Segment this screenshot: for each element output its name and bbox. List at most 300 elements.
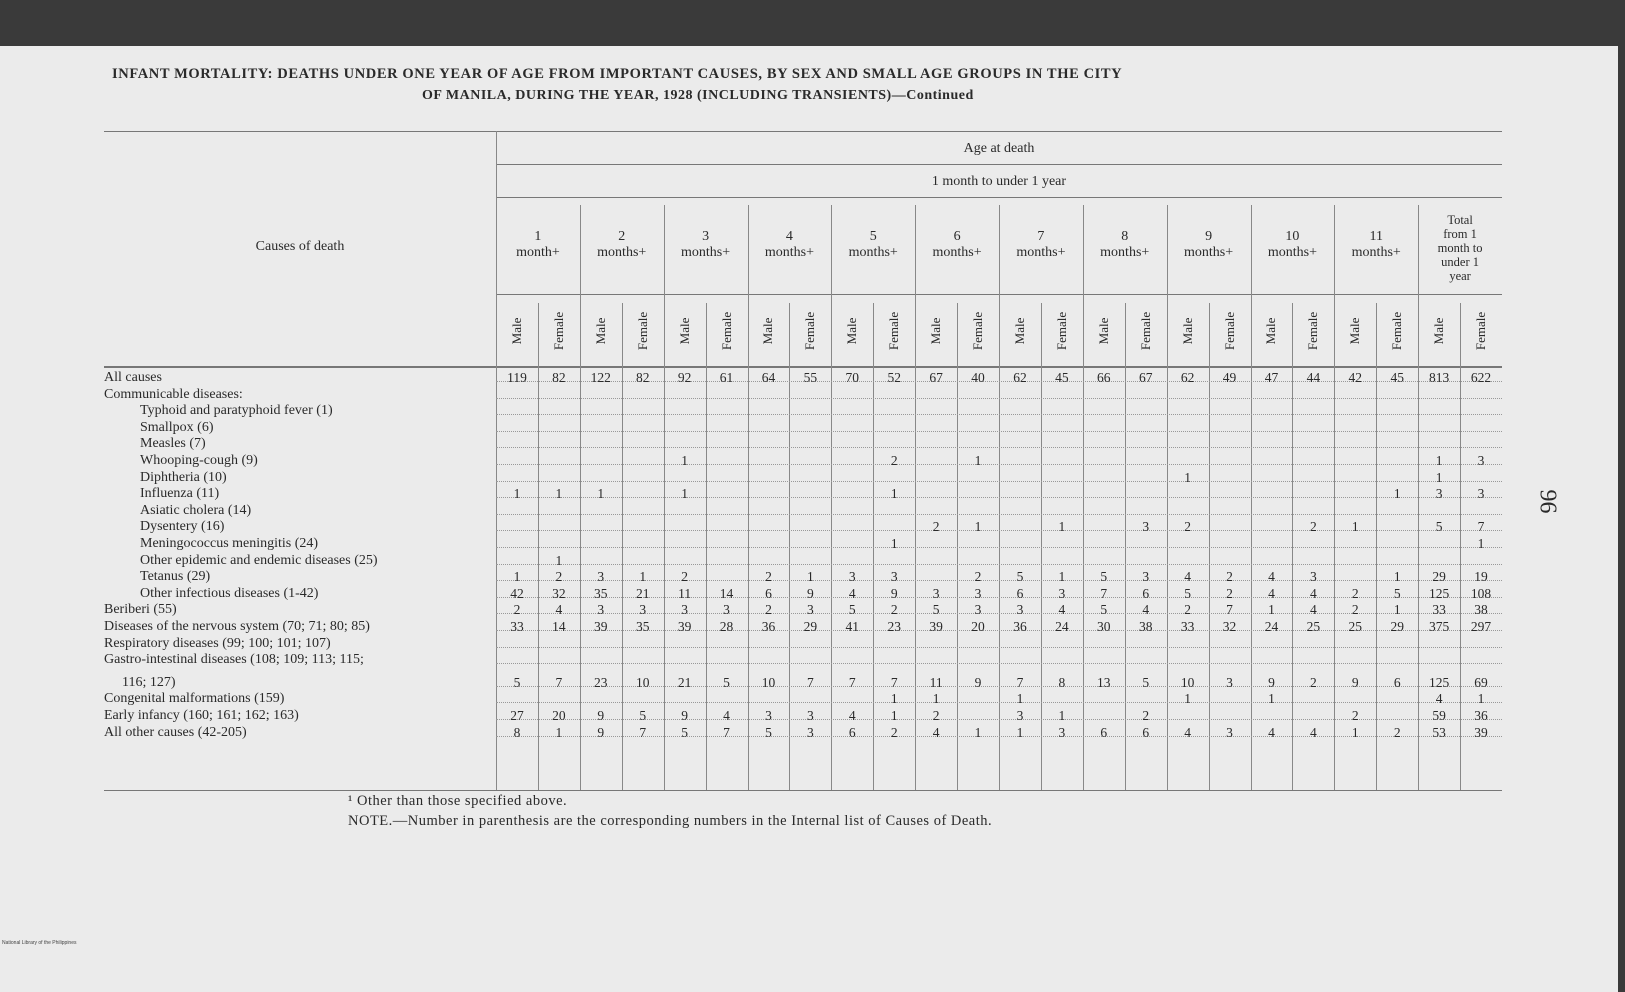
table-cell: 5 <box>1016 569 1024 585</box>
table-cell: 45 <box>1390 370 1404 385</box>
age-group-header <box>1167 229 1251 263</box>
row-label: Meningococcus meningitis (24) <box>140 536 319 551</box>
table-cell: 35 <box>594 585 608 601</box>
table-cell: 45 <box>1055 370 1069 385</box>
table-cell: 3 <box>974 602 982 618</box>
table-cell: 2 <box>765 602 772 618</box>
table-cell: 33 <box>510 619 524 634</box>
table-cell: 1 <box>1477 536 1485 551</box>
table-cell: 11 <box>678 585 692 601</box>
table-cell: 2 <box>1226 569 1233 585</box>
table-cell: 21 <box>635 585 650 601</box>
table-cell: 4 <box>848 708 856 723</box>
male-header: Male <box>1431 317 1447 345</box>
female-header: Female <box>886 311 902 351</box>
female-header: Female <box>718 311 734 351</box>
row-label: Whooping-cough (9) <box>140 453 258 468</box>
table-cell: 36 <box>1474 708 1488 723</box>
table-cell: 2 <box>974 569 982 585</box>
table-cell: 1 <box>890 536 898 551</box>
table-cell: 59 <box>1432 708 1446 723</box>
row-label: Other epidemic and endemic diseases (25) <box>140 552 378 568</box>
table-cell: 4 <box>1310 724 1317 740</box>
female-header: Female <box>634 311 650 351</box>
table-cell: 1 <box>974 453 982 468</box>
age-group-header <box>664 229 748 263</box>
table-cell: 6 <box>1142 724 1150 740</box>
row-label: Diphtheria (10) <box>140 469 227 485</box>
table-cell: 4 <box>1184 724 1191 740</box>
row-leader <box>496 447 1502 448</box>
table-cell: 5 <box>513 674 521 690</box>
table-cell: 1 <box>974 519 982 535</box>
male-header: Male <box>1347 317 1363 345</box>
age-group-number: 10 <box>1285 229 1300 244</box>
table-cell: 2 <box>890 724 898 740</box>
row-leader <box>496 564 1502 565</box>
female-header: Female <box>550 311 566 351</box>
table-cell: 47 <box>1264 370 1279 385</box>
table-cell: 36 <box>761 619 776 634</box>
age-group-unit: months+ <box>1267 245 1317 260</box>
age-group-header <box>1251 229 1335 263</box>
table-cell: 1 <box>1058 569 1066 585</box>
table-cell: 3 <box>807 724 814 740</box>
age-at-death-rule <box>496 164 1502 165</box>
causes-header: Causes of death <box>255 239 345 254</box>
table-cell: 39 <box>929 619 943 634</box>
age-group-number: 1 <box>534 229 542 244</box>
row-leader <box>496 464 1502 465</box>
table-cell: 5 <box>639 708 647 723</box>
table-cell: 25 <box>1348 619 1363 634</box>
table-cell: 2 <box>1184 519 1191 535</box>
table-cell: 67 <box>929 370 943 385</box>
table-cell: 2 <box>1184 602 1191 618</box>
table-cell: 6 <box>848 724 856 740</box>
table-cell: 1 <box>932 691 940 707</box>
table-cell: 1 <box>1351 724 1359 740</box>
table-cell: 3 <box>807 602 814 618</box>
table-cell: 2 <box>1393 724 1401 740</box>
table-cell: 7 <box>555 674 563 690</box>
table-cell: 7 <box>723 724 730 740</box>
table-cell: 125 <box>1429 674 1450 690</box>
age-range-header: 1 month to under 1 year <box>931 174 1067 189</box>
table-cell: 1 <box>1184 469 1191 485</box>
table-cell: 33 <box>1180 619 1195 634</box>
table-cell: 53 <box>1432 724 1446 740</box>
table-cell: 119 <box>507 370 527 385</box>
table-cell: 125 <box>1429 585 1450 601</box>
table-cell: 3 <box>597 602 605 618</box>
table-cell: 10 <box>635 674 650 690</box>
age-group-header <box>1334 229 1418 263</box>
table-cell: 7 <box>1016 674 1024 690</box>
table-cell: 42 <box>1348 370 1363 385</box>
table-cell: 7 <box>1477 519 1485 535</box>
table-cell: 122 <box>590 370 611 385</box>
table-cell: 9 <box>890 585 898 601</box>
table-cell: 23 <box>887 619 901 634</box>
footnote: ¹ Other than those specified above. <box>348 793 568 809</box>
row-label: Measles (7) <box>140 436 206 452</box>
row-leader <box>496 481 1502 482</box>
table-cell: 2 <box>555 569 563 585</box>
table-cell: 6 <box>1393 674 1401 690</box>
row-label: Other infectious diseases (1-42) <box>140 585 319 601</box>
mortality-table <box>104 131 1502 831</box>
table-cell: 8 <box>1058 674 1066 690</box>
table-cell: 7 <box>848 674 856 690</box>
table-cell: 39 <box>1474 724 1488 740</box>
table-cell: 21 <box>677 674 692 690</box>
table-cell: 27 <box>510 708 524 723</box>
table-cell: 3 <box>723 602 730 618</box>
age-group-number: 8 <box>1121 229 1129 244</box>
table-cell: 6 <box>1100 724 1108 740</box>
age-group-number: 5 <box>869 229 877 244</box>
row-label: Influenza (11) <box>140 486 220 502</box>
table-cell: 67 <box>1138 370 1153 385</box>
table-cell: 1 <box>1016 724 1024 740</box>
row-leader <box>496 514 1502 515</box>
row-label: Beriberi (55) <box>104 602 177 618</box>
table-cell: 2 <box>513 602 521 618</box>
table-title-line-2: OF MANILA, DURING THE YEAR, 1928 (INCLUDING TRANSIENTS)—Continued <box>422 88 974 103</box>
table-cell: 64 <box>761 370 776 385</box>
female-header: Female <box>1137 311 1153 351</box>
table-cell: 1 <box>974 724 982 740</box>
row-label: Tetanus (29) <box>140 569 211 585</box>
table-cell: 3 <box>1016 602 1024 618</box>
table-cell: 38 <box>1138 619 1153 634</box>
table-cell: 1 <box>1016 691 1024 707</box>
table-cell: 41 <box>845 619 860 634</box>
male-header: Male <box>1263 317 1279 345</box>
table-cell: 3 <box>1016 708 1024 723</box>
table-cell: 9 <box>1268 674 1275 690</box>
table-cell: 36 <box>1013 619 1027 634</box>
table-cell: 3 <box>932 585 940 601</box>
table-cell: 6 <box>1016 585 1024 601</box>
table-cell: 10 <box>1180 674 1195 690</box>
table-cell: 4 <box>1435 691 1443 707</box>
female-header: Female <box>1053 311 1069 351</box>
table-cell: 108 <box>1470 585 1492 601</box>
table-cell: 1 <box>890 691 898 707</box>
scan-credit: National Library of the Philippines <box>2 940 77 946</box>
row-label: Dysentery (16) <box>140 519 225 535</box>
table-cell: 4 <box>1268 585 1275 601</box>
table-cell: 3 <box>1477 453 1485 468</box>
row-label: Respiratory diseases (99; 100; 101; 107) <box>104 635 331 651</box>
row-label: Early infancy (160; 161; 162; 163) <box>104 708 299 723</box>
table-cell: 29 <box>1432 569 1446 585</box>
table-cell: 23 <box>594 674 608 690</box>
age-group-number: 4 <box>785 229 793 244</box>
age-group-number: 6 <box>953 229 961 244</box>
table-cell: 24 <box>1264 619 1279 634</box>
table-cell: 375 <box>1429 619 1450 634</box>
table-cell: 25 <box>1306 619 1321 634</box>
table-cell: 5 <box>723 674 730 690</box>
table-cell: 14 <box>719 585 734 601</box>
table-cell: 1 <box>890 486 898 502</box>
table-cell: 4 <box>1310 602 1317 618</box>
row-label: Diseases of the nervous system (70; 71; 80; 85) <box>104 619 370 634</box>
table-cell: 61 <box>719 370 734 385</box>
table-cell: 39 <box>677 619 692 634</box>
table-cell: 38 <box>1474 602 1488 618</box>
age-group-number: 9 <box>1205 229 1213 244</box>
table-cell: 2 <box>1226 585 1233 601</box>
table-cell: 1 <box>1351 519 1359 535</box>
table-cell: 9 <box>807 585 814 601</box>
table-cell: 29 <box>803 619 818 634</box>
table-cell: 2 <box>932 519 940 535</box>
table-cell: 69 <box>1474 674 1488 690</box>
table-cell: 1 <box>681 486 688 502</box>
row-label: Smallpox (6) <box>140 419 214 435</box>
table-cell: 3 <box>848 569 856 585</box>
table-cell: 24 <box>1055 619 1069 634</box>
table-cell: 1 <box>513 569 521 585</box>
table-cell: 4 <box>723 708 730 723</box>
table-cell: 3 <box>1226 674 1233 690</box>
male-header: Male <box>844 317 860 345</box>
table-cell: 1 <box>1268 602 1275 618</box>
age-group-header <box>999 229 1083 263</box>
table-cell: 1 <box>1268 691 1275 707</box>
table-cell: 4 <box>1268 724 1275 740</box>
table-cell: 52 <box>887 370 901 385</box>
row-leader <box>496 414 1502 415</box>
table-cell: 13 <box>1097 674 1111 690</box>
row-label: Gastro-intestinal diseases (108; 109; 113; 115; <box>104 652 364 668</box>
table-cell: 70 <box>845 370 860 385</box>
table-cell: 62 <box>1013 370 1027 385</box>
table-cell: 3 <box>890 569 898 585</box>
table-cell: 1 <box>597 486 605 502</box>
age-group-number: 11 <box>1369 229 1383 244</box>
age-group-unit: months+ <box>932 245 982 260</box>
table-cell: 32 <box>1222 619 1237 634</box>
table-cell: 5 <box>1142 674 1150 690</box>
table-cell: 3 <box>639 602 647 618</box>
table-cell: 622 <box>1470 370 1492 385</box>
table-cell: 2 <box>765 569 772 585</box>
table-cell: 7 <box>890 674 898 690</box>
table-cell: 2 <box>1351 708 1359 723</box>
table-cell: 3 <box>1310 569 1317 585</box>
age-at-death-header: Age at death <box>963 141 1035 156</box>
row-leader <box>496 398 1502 399</box>
table-cell: 5 <box>1100 569 1108 585</box>
table-cell: 20 <box>971 619 985 634</box>
table-cell: 2 <box>1310 519 1317 535</box>
table-cell: 2 <box>681 569 688 585</box>
table-cell: 4 <box>932 724 940 740</box>
table-cell: 5 <box>932 602 940 618</box>
female-header: Female <box>1305 311 1321 351</box>
table-cell: 7 <box>639 724 647 740</box>
male-header: Male <box>1179 317 1195 345</box>
table-cell: 1 <box>555 552 563 568</box>
table-cell: 1 <box>1058 708 1066 723</box>
table-cell: 4 <box>1142 602 1150 618</box>
row-leader <box>496 702 1502 703</box>
age-group-header <box>831 229 915 263</box>
row-leader <box>496 647 1502 648</box>
row-label: 116; 127) <box>122 674 176 690</box>
table-cell: 1 <box>1184 691 1191 707</box>
row-leader <box>496 431 1502 432</box>
table-cell: 1 <box>1058 519 1066 535</box>
table-cell: 2 <box>1351 602 1359 618</box>
table-cell: 4 <box>848 585 856 601</box>
table-cell: 1 <box>1393 569 1401 585</box>
table-cell: 35 <box>635 619 650 634</box>
page-number: 96 <box>1534 489 1561 514</box>
female-header: Female <box>1389 311 1405 351</box>
age-group-unit: months+ <box>1100 245 1150 260</box>
age-group-header <box>1083 229 1167 263</box>
age-group-header <box>496 229 580 263</box>
table-cell: 5 <box>848 602 856 618</box>
table-cell: 10 <box>761 674 776 690</box>
table-cell: 5 <box>1435 519 1443 535</box>
table-cell: 66 <box>1097 370 1111 385</box>
row-label: Congenital malformations (159) <box>104 691 285 707</box>
age-group-number: 3 <box>702 229 710 244</box>
age-group-unit: months+ <box>1016 245 1066 260</box>
table-cell: 7 <box>807 674 814 690</box>
table-cell: 5 <box>1393 585 1401 601</box>
female-header: Female <box>1221 311 1237 351</box>
age-range-rule <box>496 197 1502 198</box>
table-cell: 9 <box>681 708 688 723</box>
male-header: Male <box>676 317 692 345</box>
table-cell: 55 <box>803 370 818 385</box>
table-cell: 1 <box>1435 453 1443 468</box>
female-header: Female <box>970 311 986 351</box>
row-label: All causes <box>104 370 162 385</box>
age-group-unit: month+ <box>516 245 560 260</box>
table-cell: 7 <box>1226 602 1233 618</box>
table-cell: 3 <box>1142 519 1150 535</box>
table-cell: 5 <box>765 724 772 740</box>
table-cell: 5 <box>1100 602 1108 618</box>
table-cell: 20 <box>552 708 566 723</box>
total-header-line: year <box>1449 269 1471 283</box>
table-cell: 1 <box>555 724 563 740</box>
table-cell: 62 <box>1180 370 1195 385</box>
table-cell: 7 <box>1100 585 1108 601</box>
female-header: Female <box>1473 311 1489 351</box>
table-cell: 1 <box>1435 469 1443 485</box>
row-label: Typhoid and paratyphoid fever (1) <box>140 403 333 419</box>
table-cell: 5 <box>1184 585 1191 601</box>
table-cell: 3 <box>597 569 605 585</box>
table-cell: 1 <box>513 486 521 502</box>
table-cell: 1 <box>807 569 814 585</box>
table-cell: 9 <box>597 708 605 723</box>
table-cell: 39 <box>594 619 608 634</box>
table-cell: 32 <box>552 585 566 601</box>
table-cell: 2 <box>1142 708 1150 723</box>
table-cell: 5 <box>681 724 688 740</box>
age-group-unit: months+ <box>597 245 647 260</box>
table-cell: 4 <box>1184 569 1191 585</box>
row-label: All other causes (42-205) <box>104 724 247 740</box>
table-cell: 1 <box>890 708 898 723</box>
table-cell: 92 <box>677 370 692 385</box>
age-group-header <box>580 229 664 263</box>
table-cell: 3 <box>1142 569 1150 585</box>
table-cell: 14 <box>552 619 566 634</box>
table-cell: 49 <box>1222 370 1237 385</box>
table-cell: 30 <box>1097 619 1111 634</box>
age-group-unit: months+ <box>1351 245 1401 260</box>
row-leader <box>496 663 1502 664</box>
table-cell: 1 <box>555 486 563 502</box>
table-cell: 6 <box>1142 585 1150 601</box>
table-cell: 3 <box>1226 724 1233 740</box>
total-header-line: month to <box>1437 241 1483 255</box>
table-cell: 4 <box>555 602 563 618</box>
table-cell: 9 <box>1351 674 1359 690</box>
table-cell: 33 <box>1432 602 1446 618</box>
age-group-number: 7 <box>1037 229 1045 244</box>
table-cell: 297 <box>1470 619 1492 634</box>
table-cell: 813 <box>1429 370 1450 385</box>
male-header: Male <box>928 317 944 345</box>
table-cell: 1 <box>1393 602 1401 618</box>
table-cell: 4 <box>1310 585 1317 601</box>
table-cell: 4 <box>1058 602 1066 618</box>
age-group-unit: months+ <box>848 245 898 260</box>
age-group-header <box>748 229 832 263</box>
male-header: Male <box>1095 317 1111 345</box>
total-header <box>1418 213 1502 293</box>
row-label: Asiatic cholera (14) <box>140 502 252 518</box>
table-cell: 9 <box>974 674 982 690</box>
female-header: Female <box>802 311 818 351</box>
total-header-line: Total <box>1447 213 1473 227</box>
table-cell: 2 <box>1310 674 1317 690</box>
table-cell: 3 <box>1435 486 1443 502</box>
table-cell: 40 <box>971 370 985 385</box>
table-cell: 2 <box>890 602 898 618</box>
male-header: Male <box>1011 317 1027 345</box>
table-top-rule <box>104 131 1502 132</box>
table-cell: 2 <box>932 708 940 723</box>
table-cell: 3 <box>765 708 772 723</box>
table-cell: 3 <box>1058 585 1066 601</box>
age-group-unit: months+ <box>1184 245 1234 260</box>
table-cell: 8 <box>513 724 521 740</box>
table-title-line-1: INFANT MORTALITY: DEATHS UNDER ONE YEAR OF AGE FROM IMPORTANT CAUSES, BY SEX AND SMALL AGE GROUPS IN THE CITY <box>112 66 1123 82</box>
table-bottom-rule <box>104 790 1502 791</box>
row-leader <box>496 497 1502 498</box>
table-cell: 44 <box>1306 370 1321 385</box>
total-header-line: under 1 <box>1441 255 1479 269</box>
table-cell: 3 <box>1058 724 1066 740</box>
note: NOTE.—Number in parenthesis are the corresponding numbers in the Internal list of Causes of Death. <box>348 813 993 829</box>
table-cell: 3 <box>807 708 814 723</box>
table-cell: 42 <box>510 585 524 601</box>
